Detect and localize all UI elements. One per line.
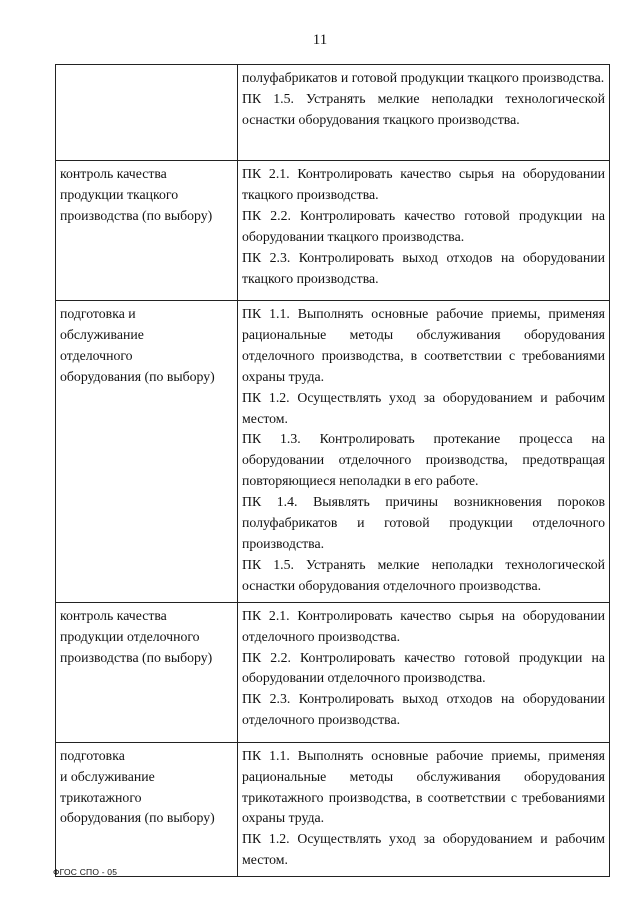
activity-line: трикотажного <box>60 789 142 805</box>
activity-line: производства (по выбору) <box>60 207 213 223</box>
competency-item: ПК 1.4. Выявлять причины возникновения пороков полуфабрикатов и готовой продукции отделочного производства. <box>242 494 605 551</box>
competency-item: ПК 2.3. Контролировать выход отходов на оборудовании отделочного производства. <box>242 691 605 728</box>
competency-cell <box>238 742 610 876</box>
competency-item: ПК 1.1. Выполнять основные рабочие приемы, применяя рациональные методы обслуживания оборудования трикотажного производства, в соответствии с требованиями охраны труда. <box>242 747 605 826</box>
competency-item: ПК 2.1. Контролировать качество сырья на оборудовании ткацкого производства. <box>242 166 605 202</box>
competencies-table <box>55 64 610 877</box>
competency-cell <box>238 161 610 301</box>
activity-cell <box>56 301 238 603</box>
activity-cell <box>56 742 238 876</box>
competency-item: ПК 1.5. Устранять мелкие неполадки технологической оснастки оборудования отделочного производства. <box>242 556 605 593</box>
activity-line: производства (по выбору) <box>60 649 213 665</box>
competency-item: ПК 1.3. Контролировать протекание процесса на оборудовании отделочного производства, предотвращая повторяющиеся неполадки в его работе. <box>242 431 605 489</box>
competency-cell <box>238 301 610 603</box>
table-row <box>56 602 610 742</box>
competency-item: ПК 1.2. Осуществлять уход за оборудованием и рабочим местом. <box>242 831 605 868</box>
activity-cell <box>56 161 238 301</box>
page-number: 11 <box>312 32 328 48</box>
activity-line: подготовка <box>60 747 125 763</box>
table-row <box>56 65 610 161</box>
activity-line: контроль качества <box>60 166 167 181</box>
competency-item: ПК 2.2. Контролировать качество готовой продукции на оборудовании ткацкого производства. <box>242 207 605 244</box>
activity-line: и обслуживание <box>60 768 155 784</box>
table-row <box>56 301 610 603</box>
activity-line: продукции ткацкого <box>60 186 179 202</box>
table-row <box>56 161 610 301</box>
competency-item: ПК 1.5. Устранять мелкие неполадки технологической оснастки оборудования ткацкого производства. <box>242 90 605 127</box>
table-row <box>56 742 610 876</box>
activity-line: подготовка и <box>60 306 136 321</box>
competency-item: ПК 2.1. Контролировать качество сырья на оборудовании отделочного производства. <box>242 607 605 644</box>
activity-line: оборудования (по выбору) <box>60 810 215 826</box>
activity-cell <box>56 65 238 161</box>
activity-line: продукции отделочного <box>60 628 200 644</box>
activity-line: контроль качества <box>60 607 167 623</box>
competency-item: ПК 2.2. Контролировать качество готовой продукции на оборудовании отделочного производства. <box>242 649 605 686</box>
activity-line: отделочного <box>60 347 133 363</box>
footer-label: ФГОС СПО - 05 <box>53 867 118 877</box>
competency-item: ПК 2.3. Контролировать выход отходов на оборудовании ткацкого производства. <box>242 249 605 286</box>
competency-item: ПК 1.1. Выполнять основные рабочие приемы, применяя рациональные методы обслуживания оборудования отделочного производства, в соответствии с требованиями охраны труда. <box>242 306 605 384</box>
competency-cell <box>238 602 610 742</box>
activity-line: обслуживание <box>60 326 144 342</box>
competency-item: ПК 1.2. Осуществлять уход за оборудованием и рабочим местом. <box>242 389 605 426</box>
competency-item: полуфабрикатов и готовой продукции ткацкого производства. <box>242 70 605 85</box>
competency-cell <box>238 65 610 161</box>
activity-cell <box>56 602 238 742</box>
activity-line: оборудования (по выбору) <box>60 368 215 384</box>
